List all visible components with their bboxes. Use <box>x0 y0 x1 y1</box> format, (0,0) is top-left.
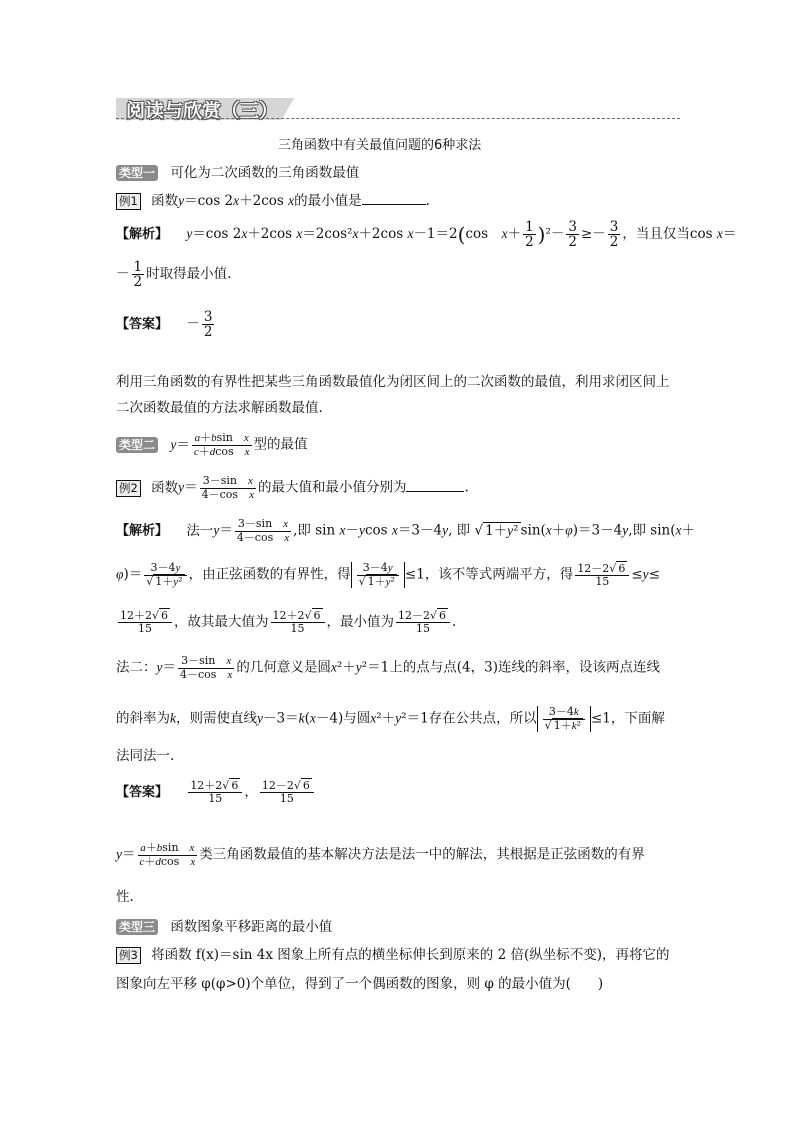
example2: 例2 函数y＝ $\frac{\text{3－sin x}}{\text{4－cos x}}$ 的最大值和最小值分别为 . <box>116 475 469 501</box>
example2-method2-line1: 法二：y＝ $\frac{\text{3－sin x}}{\text{4－cos x}}$ 的几何意义是圆x²＋y²＝1上的点与点(4，3)连线的斜率，设该两点连线 <box>116 654 660 681</box>
paragraph-2-line2: 性. <box>116 889 134 905</box>
answer-label: 【答案】 <box>116 317 169 333</box>
header-title: 阅读与欣赏（三） <box>126 100 279 122</box>
example1-answer-blank[interactable] <box>362 204 426 205</box>
example1: 例1 函数y＝cos 2x＋2cos x的最小值是 . <box>116 189 430 210</box>
example3-text1: 将函数 f(x)＝sin 4x 图象上所有点的横坐标伸长到原来的 2 倍(纵坐标不变)，再将它的 <box>151 947 670 963</box>
example2-answer-blank[interactable] <box>406 491 464 492</box>
analysis2-t9: 与圆 <box>343 710 371 727</box>
analysis-label-2: 【解析】 <box>116 523 169 539</box>
example2-method2-line2: 的斜率为k，则需使直线y－3＝k(x－4)与圆x²＋y²＝1存在公共点，所以 $\frac{3-4k}{\text{√ 1＋k²}}$ ≤1，下面解 <box>116 705 665 732</box>
analysis2-t10: 存在公共点，所以 <box>428 710 537 727</box>
example2-analysis-line3: $\frac{12+2√ 6}{15}$ ，故其最大值为 $\frac{12+2√ 6}{15}$ ，最小值为 $\frac{12-2√ 6}{15}$ . <box>120 609 457 635</box>
type1-title: 可化为二次函数的三角函数最值 <box>170 165 360 181</box>
paragraph-2-tail: 类三角函数最值的基本解决方法是法一中的解法，其根据是正弦函数的有界 <box>199 846 645 863</box>
paragraph-1: 利用三角函数的有界性把某些三角函数最值化为闭区间上的二次函数的最值，利用求闭区间上二次函数最值的方法求解函数最值. <box>116 374 670 416</box>
type2-title-suffix: 型的最值 <box>253 436 308 453</box>
example1-tail: 的最小值是 <box>294 193 362 209</box>
subtitle: 三角函数中有关最值问题的6种求法 <box>278 138 482 153</box>
example2-analysis-line2: φ)＝ $\frac{3-4y}{\text{√ 1＋y²}}$ ，由正弦函数的有界性，得 $\frac{3-4y}{\text{√ 1＋y²}}$ ≤1，该不等式两端平方，得 $\frac{12-2√ 6}{15}$ ≤y≤ <box>116 561 660 588</box>
example1-end: . <box>425 193 430 209</box>
type2-tag: 类型二 <box>116 437 158 453</box>
analysis-label: 【解析】 <box>116 227 169 243</box>
example1-prefix: 函数 <box>151 193 179 209</box>
analysis2-t6: 上的点与点(4，3)连线的斜率，设该两点连线 <box>389 659 660 676</box>
example1-answer: 【答案】 － $\frac{3}{2}$ <box>116 309 213 341</box>
analysis2-t8: ，则需使直线 <box>176 710 257 727</box>
example3-label: 例3 <box>116 947 141 964</box>
method2-label: 法二： <box>116 659 157 676</box>
analysis2-t7: 的斜率为 <box>116 710 170 727</box>
example1-analysis-line2: － $\frac{1}{2}$ 时取得最小值. <box>116 259 232 291</box>
example2-analysis-line1: 【解析】 法一y＝ $\frac{\text{3－sin x}}{\text{4－cos x}}$ ,即 sin x－ycos x＝3－4y, 即 √ 1＋y² sin(x＋φ)＝3－4y,即 sin(x＋ <box>116 517 696 544</box>
example2-answer: 【答案】 $\frac{12+2√ 6}{15}$ ， $\frac{12-2√ 6}{15}$ <box>116 780 316 805</box>
example2-prefix: 函数 <box>151 479 179 496</box>
type1-tag: 类型一 <box>116 165 158 181</box>
example2-label: 例2 <box>116 480 141 497</box>
header-rule <box>116 118 680 119</box>
example3-line1 <box>116 943 670 964</box>
analysis-text2: 时取得最小值. <box>146 266 232 283</box>
type3-title: 函数图象平移距离的最小值 <box>170 919 333 935</box>
example3-line2: 图象向左平移 φ(φ>0)个单位，得到了一个偶函数的图象，则 φ 的最小值为( ) <box>116 976 604 992</box>
analysis2-t4: ，最小值为 <box>326 614 395 630</box>
method1-label: 法一 <box>186 522 214 539</box>
example1-analysis: 【解析】 y＝cos 2x＋2cos x＝2cos²x＋2cos x－1＝2(cos x＋ $\frac{1}{2}$ )²－ $\frac{3}{2}$ ≥－ $\frac{3}{2}$ ，当且仅当cos x＝ <box>116 219 737 251</box>
analysis2-t1: ，由正弦函数的有界性，得 <box>188 566 351 583</box>
answer-label-2: 【答案】 <box>116 785 169 800</box>
type3-tag: 类型三 <box>116 919 158 935</box>
example2-tail: 的最大值和最小值分别为 <box>257 479 407 496</box>
type1-heading <box>116 161 359 181</box>
analysis2-t11: ，下面解 <box>610 710 665 727</box>
analysis2-t2: ，该不等式两端平方，得 <box>424 566 574 583</box>
type2-heading: 类型二 y＝ $\frac{\text{a＋bsin x}}{\text{c＋dcos x}}$ 型的最值 <box>116 432 308 458</box>
example1-label: 例1 <box>116 193 141 210</box>
analysis-text1: ，当且仅当 <box>622 226 690 243</box>
analysis2-t3: ，故其最大值为 <box>174 614 269 630</box>
section-header <box>116 98 680 120</box>
example2-end: . <box>464 479 469 496</box>
analysis2-t5: 的几何意义是圆 <box>236 659 331 676</box>
type3-heading <box>116 915 332 935</box>
example2-method2-line3: 法同法一. <box>116 748 175 764</box>
paragraph-2: y＝ $\frac{\text{a＋bsin x}}{\text{c＋dcos x}}$ 类三角函数最值的基本解决方法是法一中的解法，其根据是正弦函数的有界 <box>116 841 645 868</box>
